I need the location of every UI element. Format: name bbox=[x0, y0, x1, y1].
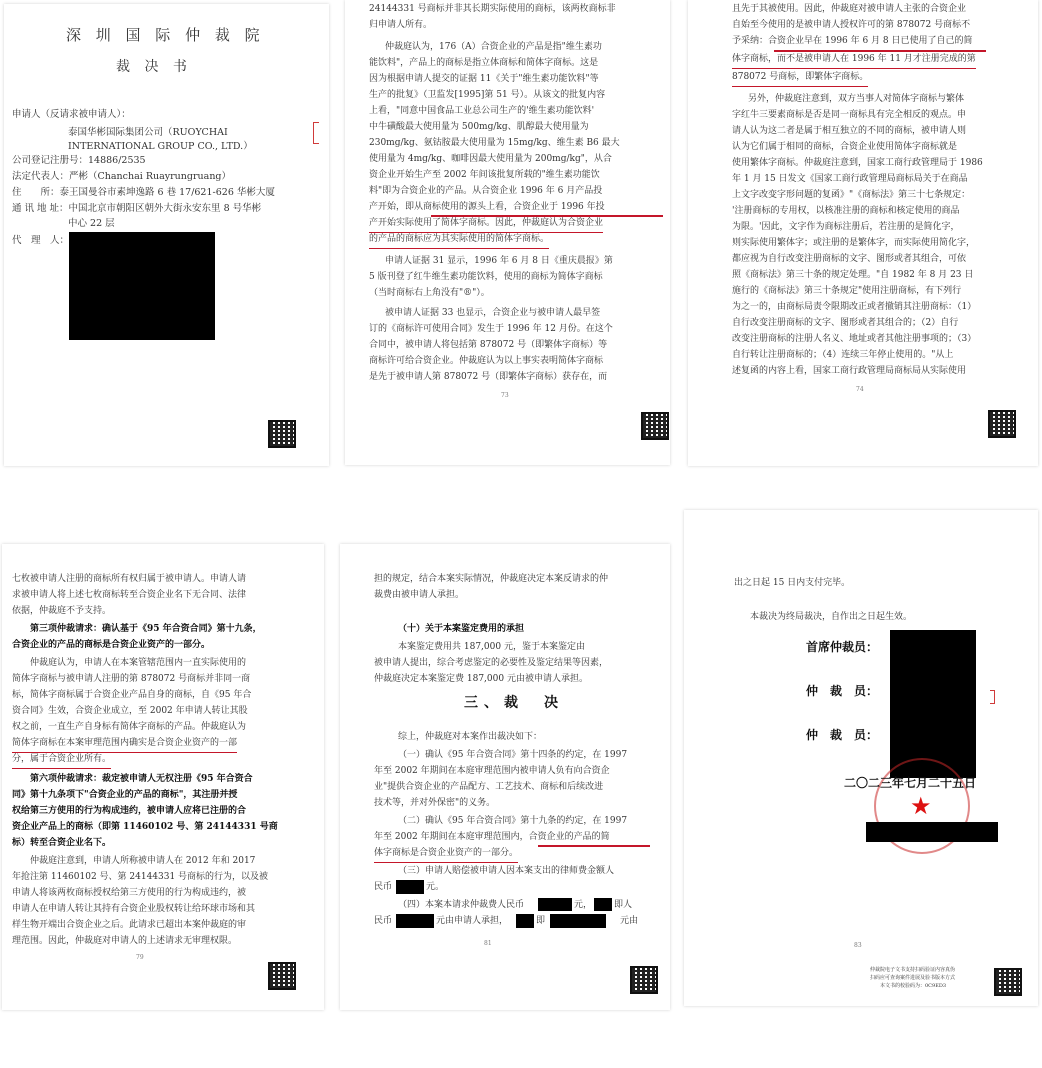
p5-line: （一）确认《95 年合资合同》第十四条的约定，在 1997 bbox=[398, 750, 628, 760]
p2-line: 中牛磺酸最大使用量为 500mg/kg、肌醇最大使用量为 bbox=[369, 122, 589, 132]
contact-address-cont: 中心 22 层 bbox=[68, 218, 115, 229]
star-icon: ★ bbox=[910, 792, 932, 820]
p5-line: 即人 bbox=[614, 900, 633, 910]
arbitrator-label-1: 仲 裁 员： bbox=[806, 684, 879, 698]
p3-line: 照《商标法》第三十条的规定处理。"自 1982 年 8 月 23 日 bbox=[732, 270, 974, 280]
p4-line: 申请人将该两枚商标授权给第三方使用的行为构成违约，被 bbox=[12, 888, 247, 898]
p6-line: 出之日起 15 日内支付完毕。 bbox=[734, 578, 851, 588]
p3-line: 自行改变注册商标的文字、图形或者其组合的；（2）自行 bbox=[732, 318, 959, 328]
redaction-block bbox=[69, 232, 215, 340]
p3-line: 为之一的，由商标局责令限期改正或者撤销其注册商标：（1） bbox=[732, 302, 977, 312]
page-number: 81 bbox=[484, 940, 492, 947]
legal-representative: 法定代表人：严彬（Chanchai Ruayrungruang） bbox=[12, 171, 232, 182]
p5-line: 技术等，并对外保密"的义务。 bbox=[374, 798, 496, 808]
award-title: 裁 决 书 bbox=[116, 59, 192, 75]
redaction-block bbox=[516, 914, 534, 928]
red-bracket-mark bbox=[990, 690, 995, 704]
award-section-heading: 三、裁 决 bbox=[464, 695, 564, 711]
p2-underlined-line: 的产品的商标应为其实际使用的简体字商标。 bbox=[369, 232, 549, 249]
p5-line: 本案鉴定费用共 187,000 元，鉴于本案鉴定由 bbox=[398, 642, 585, 652]
verification-note-2: 扫码应可查询案件进展及验书版本方式 bbox=[870, 975, 956, 981]
p5-line: （二）确认《95 年合资合同》第十九条的约定，在 1997 bbox=[398, 816, 628, 826]
p2-line: 订的《商标许可使用合同》发生于 1996 年 12 月份。在这个 bbox=[369, 324, 613, 334]
p3-line: 使用繁体字商标。仲裁庭注意到，国家工商行政管理局于 1986 bbox=[732, 158, 983, 168]
p3-line: 且先于其被使用。因此，仲裁庭对被申请人主张的合资企业 bbox=[732, 4, 967, 14]
p5-line: （四）本案本请求仲裁费人民币 bbox=[398, 900, 525, 910]
p4-heading: 标）转至合资企业名下。 bbox=[12, 838, 112, 848]
p2-line: 能饮料"，产品上的商标是指立体商标和简体字商标。这是 bbox=[369, 58, 599, 68]
applicant-name-en: INTERNATIONAL GROUP CO., LTD.） bbox=[68, 141, 253, 152]
p5-line: 综上，仲裁庭对本案作出裁决如下： bbox=[398, 732, 543, 742]
page-4 bbox=[2, 544, 324, 1010]
p6-line: 本裁决为终局裁决，自作出之日起生效。 bbox=[750, 612, 913, 622]
p2-line: 5 版刊登了红牛维生素功能饮料，使用的商标为简体字商标 bbox=[369, 272, 603, 282]
p4-underlined-line: 简体字商标在本案审理范围内确实是合资企业资产的一部 bbox=[12, 736, 237, 753]
redaction-block bbox=[890, 630, 976, 778]
domicile: 住 所：泰王国曼谷市素坤逸路 6 巷 17/621-626 华彬大厦 bbox=[12, 187, 275, 198]
p3-line: 施行的《商标法》第三十条规定"使用注册商标，有下列行 bbox=[732, 286, 962, 296]
p2-line: 仲裁庭认为，176（A）合资企业的产品是指"维生素功 bbox=[385, 42, 602, 52]
qr-code-icon bbox=[994, 968, 1022, 996]
redaction-block bbox=[396, 880, 424, 894]
p2-line: 230mg/kg、氨钴胺最大使用量为 15mg/kg、维生素 B6 最大 bbox=[369, 138, 620, 148]
page-1 bbox=[4, 4, 329, 466]
p3-line: 另外，仲裁庭注意到，双方当事人对简体字商标与繁体 bbox=[748, 94, 965, 104]
p5-line: （三）申请人赔偿被申请人因本案支出的律师费金额人 bbox=[398, 866, 615, 876]
p3-line: 为限。'因此，文字作为商标注册后，若注册的是简化字， bbox=[732, 222, 960, 232]
p5-line: 裁费由被申请人承担。 bbox=[374, 590, 465, 600]
p4-line: 理范围。因此，仲裁庭对申请人的上述请求无审理权限。 bbox=[12, 936, 238, 946]
p4-heading: 资企业产品上的商标（即第 11460102 号、第 24144331 号商 bbox=[12, 822, 278, 832]
p3-line: 自始至今使用的是被申请人授权许可的第 878072 号商标不 bbox=[732, 20, 971, 30]
p3-line: 年 1 月 15 日发文《国家工商行政管理局商标局关于在商品 bbox=[732, 174, 968, 184]
p3-underlined-line: 体字商标，而不是被申请人在 1996 年 11 月才注册完成的第 bbox=[732, 52, 976, 69]
p2-line: 被申请人证据 33 也显示，合资企业与被申请人最早签 bbox=[385, 308, 601, 318]
contact-address: 通 讯 地 址：中国北京市朝阳区朝外大街永安东里 8 号华彬 bbox=[12, 203, 262, 214]
page-6 bbox=[684, 510, 1038, 1006]
page-5 bbox=[340, 544, 670, 1010]
p4-line: 求被申请人将上述七枚商标转至合资企业名下无合同、法律 bbox=[12, 590, 247, 600]
p3-line: '注册商标的专用权，以核准注册的商标和核定使用的商品 bbox=[732, 206, 960, 216]
p4-heading: 第三项仲裁请求：确认基于《95 年合资合同》第十九条， bbox=[30, 624, 262, 634]
verification-code: 本文书的校验码为：0C9ED3 bbox=[880, 983, 947, 989]
page-3 bbox=[688, 0, 1038, 466]
p2-line: 生产的批复》（卫监发[1995]第 51 号）。从该文的批复内容 bbox=[369, 90, 606, 100]
p2-underlined-line: 产开始，即从商标使用的源头上看，合资企业于 1996 年投 bbox=[369, 202, 605, 212]
p3-line: 上文字改变字形问题的复函》"《商标法》第三十七条规定： bbox=[732, 190, 971, 200]
p4-underlined-line: 权之前，一直生产自身标有简体字商标的产品。仲裁庭认为 bbox=[12, 722, 247, 732]
applicant-label: 申请人（反请求被申请人）： bbox=[12, 109, 131, 120]
p2-line: 料"即为合资企业的产品。从合资企业 1996 年 6 月产品投 bbox=[369, 186, 603, 196]
p5-line: 元。 bbox=[426, 882, 445, 892]
p4-line: 七枚被申请人注册的商标所有权归属于被申请人。申请人请 bbox=[12, 574, 247, 584]
redaction-block bbox=[594, 898, 612, 911]
p5-underlined-line: 体字商标是合资企业资产的一部分。 bbox=[374, 846, 518, 863]
p3-line: 则实际使用繁体字；或注册的是繁体字，而实际使用简化字， bbox=[732, 238, 976, 248]
qr-code-icon bbox=[268, 420, 296, 448]
p5-line: 元， bbox=[574, 900, 593, 910]
red-bracket-mark bbox=[313, 122, 319, 144]
page-number: 74 bbox=[856, 386, 864, 393]
p3-underlined-line: 878072 号商标，即繁体字商标。 bbox=[732, 70, 868, 87]
p4-heading: 第六项仲裁请求：裁定被申请人无权注册《95 年合资合 bbox=[30, 774, 253, 784]
p2-line: 商标许可给合资企业。仲裁庭认为以上事实表明简体字商标 bbox=[369, 356, 604, 366]
p4-line: 简体字商标与被申请人注册的第 878072 号商标并非同一商 bbox=[12, 674, 251, 684]
p5-line: 被申请人提出，综合考虑鉴定的必要性及鉴定结果等因素， bbox=[374, 658, 609, 668]
p5-line: 元由 bbox=[620, 916, 639, 926]
arbitration-court-title: 深 圳 国 际 仲 裁 院 bbox=[66, 26, 265, 44]
p4-line: 样生物开端出合资企业之后。此请求已超出本案仲裁庭的审 bbox=[12, 920, 247, 930]
redaction-block bbox=[866, 822, 998, 842]
redaction-block bbox=[550, 914, 606, 928]
p3-line: 述复函的内容上看，国家工商行政管理局商标局从实际使用 bbox=[732, 366, 967, 376]
p5-line: 年至 2002 年期间在本庭审理范围内被申请人负有向合资企 bbox=[374, 766, 610, 776]
p4-heading: 同》第十九条项下"合资企业的产品的商标"，其注册并授 bbox=[12, 790, 238, 800]
p4-line: 资合同》生效，合资企业成立，至 2002 年申请人转让其股 bbox=[12, 706, 248, 716]
p5-line: 元由申请人承担， bbox=[436, 916, 509, 926]
p5-underlined-line: 年至 2002 年期间在本庭审理范围内，合资企业的产品的简 bbox=[374, 832, 610, 842]
p4-line: 仲裁庭认为，申请人在本案管辖范围内一直实际使用的 bbox=[30, 658, 247, 668]
p2-line: 归申请人所有。 bbox=[369, 20, 433, 30]
underline-mark bbox=[538, 845, 650, 847]
arbitrator-label-2: 仲 裁 员： bbox=[806, 728, 879, 742]
p5-line: 仲裁庭决定本案鉴定费 187,000 元由被申请人承担。 bbox=[374, 674, 588, 684]
p5-subheading: （十）关于本案鉴定费用的承担 bbox=[398, 624, 525, 634]
p4-line: 年抢注第 11460102 号、第 24144331 号商标的行为，以及被 bbox=[12, 872, 269, 882]
p5-line: 担的规定，结合本案实际情况，仲裁庭决定本案反请求的仲 bbox=[374, 574, 609, 584]
applicant-name-cn: 泰国华彬国际集团公司（RUOYCHAI bbox=[68, 127, 228, 138]
p3-line: 认为它们属于相同的商标，合资企业使用简体字商标就是 bbox=[732, 142, 958, 152]
p3-line: 自行转让注册商标的；（4）连续三年停止使用的。"从上 bbox=[732, 350, 954, 360]
p4-line: 仲裁庭注意到，申请人所称被申请人在 2012 年和 2017 bbox=[30, 856, 256, 866]
p2-line: 合同中，被申请人将包括第 878072 号（即繁体字商标）等 bbox=[369, 340, 608, 350]
qr-code-icon bbox=[630, 966, 658, 994]
p4-line: 申请人在申请人转让其持有合资企业股权转让给环球市场和其 bbox=[12, 904, 256, 914]
p5-line: 业"提供合资企业的产品配方、工艺技术、商标和后续改进 bbox=[374, 782, 604, 792]
p4-heading: 权给第三方使用的行为构成违约，被申请人应将已注册的合 bbox=[12, 806, 247, 816]
p4-underlined-line: 分，属于合资企业所有。 bbox=[12, 752, 111, 769]
p3-line: 请人认为这二者是属于相互独立的不同的商标，被申请人则 bbox=[732, 126, 967, 136]
p3-line: 字红牛三要素商标是否是同一商标具有完全相反的观点。申 bbox=[732, 110, 967, 120]
underline-mark bbox=[774, 50, 986, 52]
page-number: 73 bbox=[501, 392, 509, 399]
underline-mark bbox=[431, 215, 663, 217]
p4-line: 依据，仲裁庭不予支持。 bbox=[12, 606, 112, 616]
p2-line: （当时商标右上角没有"®"）。 bbox=[369, 288, 490, 298]
p2-line: 申请人证据 31 显示，1996 年 6 月 8 日《重庆晨报》第 bbox=[385, 256, 613, 266]
qr-code-icon bbox=[988, 410, 1016, 438]
p3-underlined-line: 予采纳：合资企业早在 1996 年 6 月 8 日已使用了自己的简 bbox=[732, 36, 973, 46]
p3-line: 改变注册商标的注册人名义、地址或者其他注册事项的；（3） bbox=[732, 334, 977, 344]
page-2 bbox=[345, 0, 670, 465]
p2-underlined-line: 产开始实际使用了简体字商标。因此，仲裁庭认为合资企业 bbox=[369, 216, 603, 233]
p3-line: 都应视为自行改变注册商标的文字、图形或者其组合，可依 bbox=[732, 254, 967, 264]
qr-code-icon bbox=[268, 962, 296, 990]
p2-line: 是先于被申请人第 878072 号（即繁体字商标）获存在，而 bbox=[369, 372, 608, 382]
page-number: 83 bbox=[854, 942, 862, 949]
page-number: 79 bbox=[136, 954, 144, 961]
registration-number: 公司登记注册号：14886/2535 bbox=[12, 155, 146, 166]
redaction-block bbox=[396, 914, 434, 928]
verification-note-1: 仲裁院电子文书支持扫码验证内容真伪 bbox=[870, 967, 956, 973]
p5-line: 民币 bbox=[374, 882, 393, 892]
p4-line: 标，简体字商标属于合资企业产品自身的商标，自《95 年合 bbox=[12, 690, 252, 700]
chief-arbitrator-label: 首席仲裁员： bbox=[806, 640, 879, 654]
p2-line: 资企业开始生产至 2002 年间该批复所载的"维生素功能饮 bbox=[369, 170, 600, 180]
agent-label: 代 理 人： bbox=[12, 235, 70, 246]
award-date: 二〇二三年七月二十五日 bbox=[844, 776, 977, 790]
p4-heading: 合资企业的产品的商标是合资企业资产的一部分。 bbox=[12, 640, 211, 650]
p5-line: 即 bbox=[536, 916, 546, 926]
p2-line: 使用量为 4mg/kg、咖啡因最大使用量为 200mg/kg"，从合 bbox=[369, 154, 612, 164]
p2-line: 24144331 号商标并非其长期实际使用的商标，该两枚商标非 bbox=[369, 4, 616, 14]
p2-line: 因为根据申请人提交的证据 11《关于"维生素功能饮料"等 bbox=[369, 74, 599, 84]
p2-line: 上看，"同意中国食品工业总公司生产的'维生素功能饮料' bbox=[369, 106, 595, 116]
p5-line: 民币 bbox=[374, 916, 393, 926]
qr-code-icon bbox=[641, 412, 669, 440]
redaction-block bbox=[538, 898, 572, 911]
